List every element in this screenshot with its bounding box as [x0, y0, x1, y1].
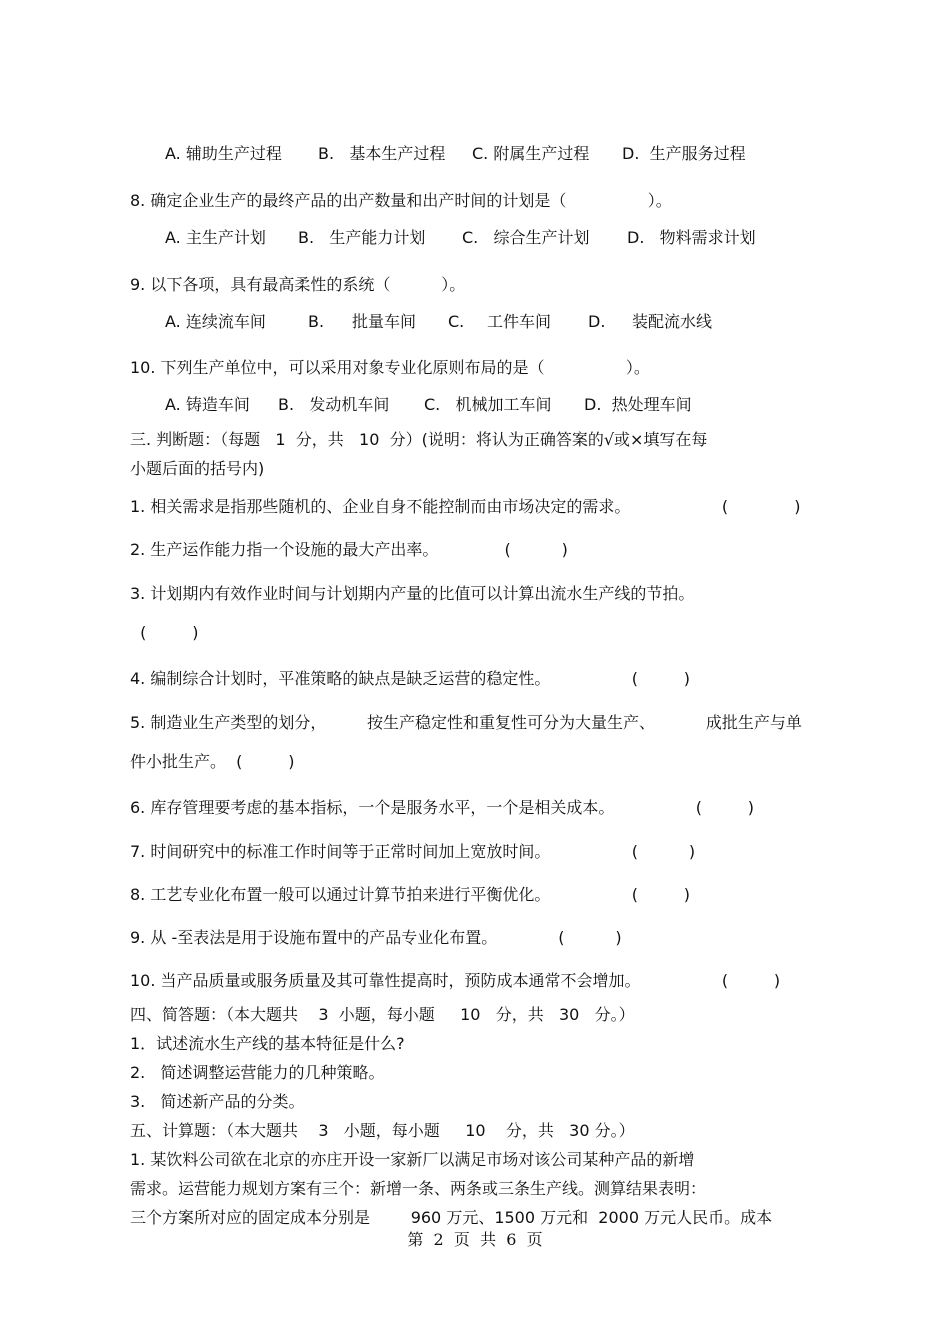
tf-item-4: 4. 编制综合计划时，平准策略的缺点是缺乏运营的稳定性。 ( )	[130, 669, 690, 688]
section5-line-1: 1. 某饮料公司欲在北京的亦庄开设一家新厂以满足市场对该公司某种产品的新增	[130, 1150, 695, 1169]
q10-stem: 10. 下列生产单位中，可以采用对象专业化原则布局的是（ ）。	[130, 358, 650, 377]
q9-option-b-text: 批量车间	[352, 312, 417, 331]
tf-item-10: 10. 当产品质量或服务质量及其可靠性提高时，预防成本通常不会增加。 ( )	[130, 971, 781, 990]
tf-item-1: 1. 相关需求是指那些随机的、企业自身不能控制而由市场决定的需求。 ( )	[130, 497, 801, 516]
q10-option-c: C. 机械加工车间	[424, 395, 552, 414]
section4-item-3: 3. 简述新产品的分类。	[130, 1092, 305, 1111]
q9-option-c-letter: C.	[448, 312, 465, 331]
q9-stem: 9. 以下各项，具有最高柔性的系统（ ）。	[130, 275, 466, 294]
section4-heading: 四、简答题：（本大题共 3 小题，每小题 10 分，共 30 分。）	[130, 1005, 635, 1024]
tf-item-7: 7. 时间研究中的标准工作时间等于正常时间加上宽放时间。 ( )	[130, 842, 696, 861]
section4-item-2: 2. 简述调整运营能力的几种策略。	[130, 1063, 385, 1082]
section3-heading-line1: 三. 判断题：（每题 1 分，共 10 分）(说明：将认为正确答案的√或×填写在每	[130, 430, 708, 449]
q7-option-c: C. 附属生产过程	[472, 144, 590, 163]
tf-item-8: 8. 工艺专业化布置一般可以通过计算节拍来进行平衡优化。 ( )	[130, 885, 690, 904]
q7-option-b: B. 基本生产过程	[318, 144, 446, 163]
tf-item-5-line1: 5. 制造业生产类型的划分， 按生产稳定性和重复性可分为大量生产、 成批生产与单	[130, 713, 802, 732]
q8-stem: 8. 确定企业生产的最终产品的出产数量和出产时间的计划是（ ）。	[130, 191, 672, 210]
page-footer: 第 2 页 共 6 页	[407, 1230, 543, 1249]
section4-item-1: 1．试述流水生产线的基本特征是什么?	[130, 1034, 405, 1053]
q10-option-b: B. 发动机车间	[278, 395, 390, 414]
q10-option-a: A. 铸造车间	[165, 395, 250, 414]
q9-option-c-text: 工件车间	[487, 312, 552, 331]
tf-item-3: 3. 计划期内有效作业时间与计划期内产量的比值可以计算出流水生产线的节拍。	[130, 584, 695, 603]
section5-line-2: 需求。运营能力规划方案有三个：新增一条、两条或三条生产线。测算结果表明：	[130, 1179, 707, 1198]
q8-option-d: D. 物料需求计划	[627, 228, 756, 247]
tf-item-5-line2: 件小批生产。 ( )	[130, 752, 295, 771]
tf-item-2: 2. 生产运作能力指一个设施的最大产出率。 ( )	[130, 540, 568, 559]
tf-item-9: 9. 从 -至表法是用于设施布置中的产品专业化布置。 ( )	[130, 928, 622, 947]
section5-heading: 五、计算题：（本大题共 3 小题，每小题 10 分，共 30 分。）	[130, 1121, 635, 1140]
q9-option-d-letter: D.	[588, 312, 606, 331]
q8-option-a: A. 主生产计划	[165, 228, 266, 247]
tf-item-6: 6. 库存管理要考虑的基本指标，一个是服务水平，一个是相关成本。 ( )	[130, 798, 754, 817]
tf-item-3-bracket: ( )	[130, 623, 199, 642]
q9-option-d-text: 装配流水线	[632, 312, 713, 331]
q7-option-a: A. 辅助生产过程	[165, 144, 282, 163]
q8-option-c: C. 综合生产计划	[462, 228, 590, 247]
section3-heading-line2: 小题后面的括号内)	[130, 459, 265, 478]
q9-option-b-letter: B.	[308, 312, 325, 331]
q8-option-b: B. 生产能力计划	[298, 228, 426, 247]
section5-line-3: 三个方案所对应的固定成本分别是 960 万元、1500 万元和 2000 万元人民币。成本	[130, 1208, 773, 1227]
q9-option-a: A. 连续流车间	[165, 312, 266, 331]
q10-option-d: D. 热处理车间	[584, 395, 692, 414]
q7-option-d: D. 生产服务过程	[622, 144, 746, 163]
